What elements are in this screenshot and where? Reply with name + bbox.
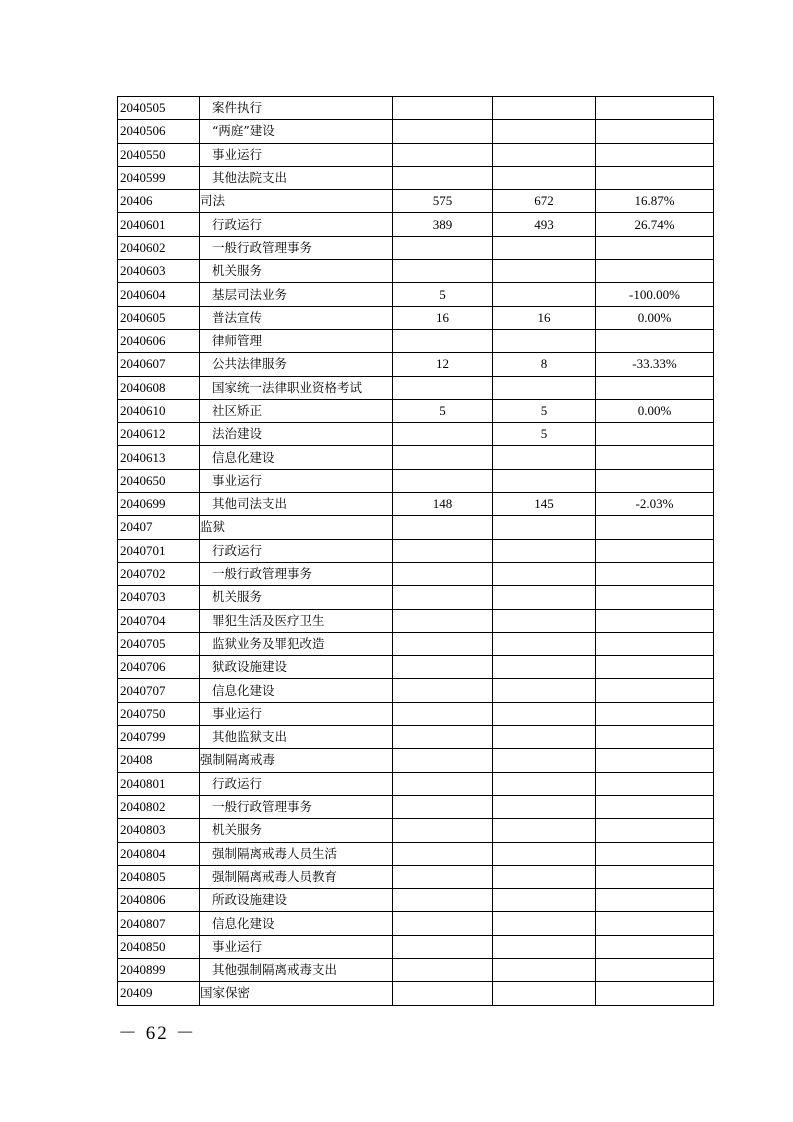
- row-change-pct: [596, 166, 714, 189]
- row-value-curr: [493, 469, 596, 492]
- row-value-prev: [393, 632, 493, 655]
- row-code: 2040801: [118, 772, 200, 795]
- row-value-prev: [393, 609, 493, 632]
- table-row: [118, 516, 714, 539]
- row-value-curr: [493, 516, 596, 539]
- row-value-prev: [393, 260, 493, 283]
- table-row: [118, 353, 714, 376]
- row-name: 其他强制隔离戒毒支出: [200, 958, 393, 981]
- row-value-curr: [493, 982, 596, 1005]
- row-value-curr: 672: [493, 190, 596, 213]
- table-row: [118, 772, 714, 795]
- row-change-pct: [596, 423, 714, 446]
- row-value-prev: [393, 586, 493, 609]
- row-code: 2040701: [118, 539, 200, 562]
- row-change-pct: [596, 935, 714, 958]
- row-change-pct: [596, 912, 714, 935]
- table-row: [118, 166, 714, 189]
- row-change-pct: [596, 795, 714, 818]
- table-row: [118, 399, 714, 422]
- table-row: [118, 842, 714, 865]
- row-name: 监狱: [200, 516, 393, 539]
- row-change-pct: [596, 329, 714, 352]
- row-value-curr: [493, 865, 596, 888]
- table-row: [118, 213, 714, 236]
- row-value-prev: 575: [393, 190, 493, 213]
- row-name: 一般行政管理事务: [200, 562, 393, 585]
- table-row: [118, 702, 714, 725]
- row-code: 2040899: [118, 958, 200, 981]
- table-row: [118, 236, 714, 259]
- row-name: 信息化建设: [200, 446, 393, 469]
- row-value-curr: [493, 935, 596, 958]
- row-name: 国家统一法律职业资格考试: [200, 376, 393, 399]
- row-value-prev: [393, 97, 493, 120]
- row-name: 社区矫正: [200, 399, 393, 422]
- row-value-prev: [393, 749, 493, 772]
- row-change-pct: [596, 632, 714, 655]
- row-name: 国家保密: [200, 982, 393, 1005]
- row-code: 2040750: [118, 702, 200, 725]
- row-value-curr: [493, 120, 596, 143]
- table-row: [118, 749, 714, 772]
- table-row: [118, 423, 714, 446]
- row-value-curr: [493, 283, 596, 306]
- row-value-prev: [393, 842, 493, 865]
- row-value-curr: [493, 912, 596, 935]
- page-number: － 62 －: [118, 1023, 197, 1044]
- row-change-pct: [596, 842, 714, 865]
- row-name: 其他监狱支出: [200, 726, 393, 749]
- table-row: [118, 469, 714, 492]
- row-value-curr: 145: [493, 493, 596, 516]
- row-name: 公共法律服务: [200, 353, 393, 376]
- table-row: [118, 329, 714, 352]
- row-name: 强制隔离戒毒: [200, 749, 393, 772]
- row-value-prev: [393, 656, 493, 679]
- row-name: 机关服务: [200, 586, 393, 609]
- table-row: [118, 562, 714, 585]
- row-code: 2040803: [118, 819, 200, 842]
- row-value-curr: [493, 586, 596, 609]
- row-name: 事业运行: [200, 469, 393, 492]
- table-body: [118, 97, 714, 1006]
- table-row: [118, 632, 714, 655]
- row-change-pct: -33.33%: [596, 353, 714, 376]
- row-value-curr: [493, 446, 596, 469]
- row-value-prev: [393, 889, 493, 912]
- row-change-pct: [596, 376, 714, 399]
- row-code: 2040805: [118, 865, 200, 888]
- row-value-curr: [493, 726, 596, 749]
- row-change-pct: [596, 120, 714, 143]
- row-value-prev: [393, 865, 493, 888]
- row-value-prev: [393, 329, 493, 352]
- row-change-pct: [596, 726, 714, 749]
- row-code: 2040603: [118, 260, 200, 283]
- row-value-curr: [493, 260, 596, 283]
- row-code: 2040602: [118, 236, 200, 259]
- row-change-pct: [596, 819, 714, 842]
- row-name: 其他司法支出: [200, 493, 393, 516]
- row-name: 事业运行: [200, 935, 393, 958]
- row-value-prev: 12: [393, 353, 493, 376]
- row-change-pct: [596, 958, 714, 981]
- row-name: 罪犯生活及医疗卫生: [200, 609, 393, 632]
- row-name: 其他法院支出: [200, 166, 393, 189]
- row-code: 2040505: [118, 97, 200, 120]
- row-code: 2040610: [118, 399, 200, 422]
- row-change-pct: 26.74%: [596, 213, 714, 236]
- table-row: [118, 889, 714, 912]
- table-row: [118, 493, 714, 516]
- row-value-curr: [493, 539, 596, 562]
- row-value-curr: [493, 562, 596, 585]
- row-name: 监狱业务及罪犯改造: [200, 632, 393, 655]
- row-change-pct: [596, 679, 714, 702]
- row-value-curr: 5: [493, 423, 596, 446]
- row-value-curr: [493, 97, 596, 120]
- row-name: 狱政设施建设: [200, 656, 393, 679]
- row-value-prev: [393, 423, 493, 446]
- table-row: [118, 143, 714, 166]
- row-change-pct: [596, 469, 714, 492]
- row-code: 2040707: [118, 679, 200, 702]
- row-change-pct: [596, 772, 714, 795]
- row-change-pct: 0.00%: [596, 399, 714, 422]
- row-value-curr: [493, 795, 596, 818]
- table-row: [118, 306, 714, 329]
- row-value-prev: 5: [393, 283, 493, 306]
- table-row: [118, 609, 714, 632]
- row-value-prev: [393, 772, 493, 795]
- row-value-prev: 389: [393, 213, 493, 236]
- row-value-prev: 148: [393, 493, 493, 516]
- row-change-pct: [596, 865, 714, 888]
- table-row: [118, 446, 714, 469]
- row-change-pct: [596, 236, 714, 259]
- table-row: [118, 865, 714, 888]
- table-row: [118, 120, 714, 143]
- row-name: 信息化建设: [200, 912, 393, 935]
- row-value-curr: 8: [493, 353, 596, 376]
- row-name: 事业运行: [200, 143, 393, 166]
- row-value-prev: [393, 120, 493, 143]
- row-change-pct: [596, 749, 714, 772]
- row-value-prev: [393, 236, 493, 259]
- row-value-curr: 5: [493, 399, 596, 422]
- row-code: 2040607: [118, 353, 200, 376]
- row-code: 2040604: [118, 283, 200, 306]
- row-value-curr: 493: [493, 213, 596, 236]
- table-row: [118, 679, 714, 702]
- row-code: 2040804: [118, 842, 200, 865]
- row-name: 法治建设: [200, 423, 393, 446]
- table-row: [118, 935, 714, 958]
- budget-table: [117, 96, 714, 1006]
- row-code: 2040613: [118, 446, 200, 469]
- row-code: 20407: [118, 516, 200, 539]
- row-value-prev: [393, 539, 493, 562]
- row-code: 2040612: [118, 423, 200, 446]
- row-code: 2040705: [118, 632, 200, 655]
- row-value-prev: [393, 819, 493, 842]
- table-row: [118, 97, 714, 120]
- row-change-pct: [596, 609, 714, 632]
- row-value-curr: [493, 329, 596, 352]
- row-code: 20409: [118, 982, 200, 1005]
- row-value-prev: [393, 935, 493, 958]
- row-name: 一般行政管理事务: [200, 795, 393, 818]
- row-code: 2040550: [118, 143, 200, 166]
- row-name: 事业运行: [200, 702, 393, 725]
- row-change-pct: [596, 562, 714, 585]
- row-change-pct: [596, 586, 714, 609]
- row-value-curr: [493, 958, 596, 981]
- row-code: 2040699: [118, 493, 200, 516]
- row-value-prev: [393, 562, 493, 585]
- row-value-curr: [493, 772, 596, 795]
- table-row: [118, 912, 714, 935]
- row-code: 2040608: [118, 376, 200, 399]
- table-row: [118, 586, 714, 609]
- row-value-prev: [393, 795, 493, 818]
- row-name: 一般行政管理事务: [200, 236, 393, 259]
- row-value-prev: [393, 702, 493, 725]
- table-row: [118, 982, 714, 1005]
- table-row: [118, 539, 714, 562]
- row-value-prev: [393, 166, 493, 189]
- row-change-pct: 16.87%: [596, 190, 714, 213]
- row-name: 律师管理: [200, 329, 393, 352]
- row-value-prev: [393, 958, 493, 981]
- row-value-prev: 16: [393, 306, 493, 329]
- row-code: 20406: [118, 190, 200, 213]
- row-name: 机关服务: [200, 260, 393, 283]
- row-change-pct: [596, 889, 714, 912]
- row-change-pct: [596, 539, 714, 562]
- row-value-curr: 16: [493, 306, 596, 329]
- row-value-curr: [493, 842, 596, 865]
- row-value-prev: [393, 982, 493, 1005]
- row-value-curr: [493, 819, 596, 842]
- row-value-prev: [393, 143, 493, 166]
- row-code: 2040606: [118, 329, 200, 352]
- row-code: 20408: [118, 749, 200, 772]
- row-name: 普法宣传: [200, 306, 393, 329]
- table-row: [118, 283, 714, 306]
- row-value-prev: 5: [393, 399, 493, 422]
- row-change-pct: [596, 446, 714, 469]
- row-value-curr: [493, 656, 596, 679]
- row-code: 2040599: [118, 166, 200, 189]
- table-row: [118, 190, 714, 213]
- table-row: [118, 958, 714, 981]
- row-code: 2040506: [118, 120, 200, 143]
- row-change-pct: [596, 516, 714, 539]
- row-code: 2040601: [118, 213, 200, 236]
- table-row: [118, 260, 714, 283]
- row-value-curr: [493, 632, 596, 655]
- row-name: 强制隔离戒毒人员生活: [200, 842, 393, 865]
- table-row: [118, 795, 714, 818]
- row-name: 司法: [200, 190, 393, 213]
- row-change-pct: [596, 702, 714, 725]
- row-code: 2040706: [118, 656, 200, 679]
- row-change-pct: -2.03%: [596, 493, 714, 516]
- row-code: 2040806: [118, 889, 200, 912]
- table-row: [118, 376, 714, 399]
- row-value-prev: [393, 679, 493, 702]
- table-row: [118, 819, 714, 842]
- row-code: 2040850: [118, 935, 200, 958]
- row-code: 2040802: [118, 795, 200, 818]
- table-row: [118, 656, 714, 679]
- row-name: 行政运行: [200, 213, 393, 236]
- row-name: 行政运行: [200, 772, 393, 795]
- row-name: 案件执行: [200, 97, 393, 120]
- row-value-curr: [493, 679, 596, 702]
- row-code: 2040702: [118, 562, 200, 585]
- row-code: 2040703: [118, 586, 200, 609]
- row-value-prev: [393, 516, 493, 539]
- row-value-curr: [493, 702, 596, 725]
- row-code: 2040799: [118, 726, 200, 749]
- row-value-prev: [393, 376, 493, 399]
- row-change-pct: [596, 656, 714, 679]
- row-name: 基层司法业务: [200, 283, 393, 306]
- row-code: 2040650: [118, 469, 200, 492]
- row-change-pct: [596, 982, 714, 1005]
- row-change-pct: [596, 97, 714, 120]
- row-value-curr: [493, 236, 596, 259]
- row-change-pct: [596, 260, 714, 283]
- table-row: [118, 726, 714, 749]
- row-name: 机关服务: [200, 819, 393, 842]
- row-value-prev: [393, 469, 493, 492]
- row-value-curr: [493, 376, 596, 399]
- row-code: 2040605: [118, 306, 200, 329]
- row-name: 强制隔离戒毒人员教育: [200, 865, 393, 888]
- row-name: “两庭”建设: [200, 120, 393, 143]
- row-code: 2040704: [118, 609, 200, 632]
- row-code: 2040807: [118, 912, 200, 935]
- row-value-curr: [493, 749, 596, 772]
- row-change-pct: [596, 143, 714, 166]
- row-value-prev: [393, 726, 493, 749]
- row-name: 所政设施建设: [200, 889, 393, 912]
- row-name: 信息化建设: [200, 679, 393, 702]
- row-value-curr: [493, 143, 596, 166]
- row-value-prev: [393, 912, 493, 935]
- row-value-prev: [393, 446, 493, 469]
- row-name: 行政运行: [200, 539, 393, 562]
- row-value-curr: [493, 609, 596, 632]
- row-change-pct: 0.00%: [596, 306, 714, 329]
- row-change-pct: -100.00%: [596, 283, 714, 306]
- row-value-curr: [493, 166, 596, 189]
- row-value-curr: [493, 889, 596, 912]
